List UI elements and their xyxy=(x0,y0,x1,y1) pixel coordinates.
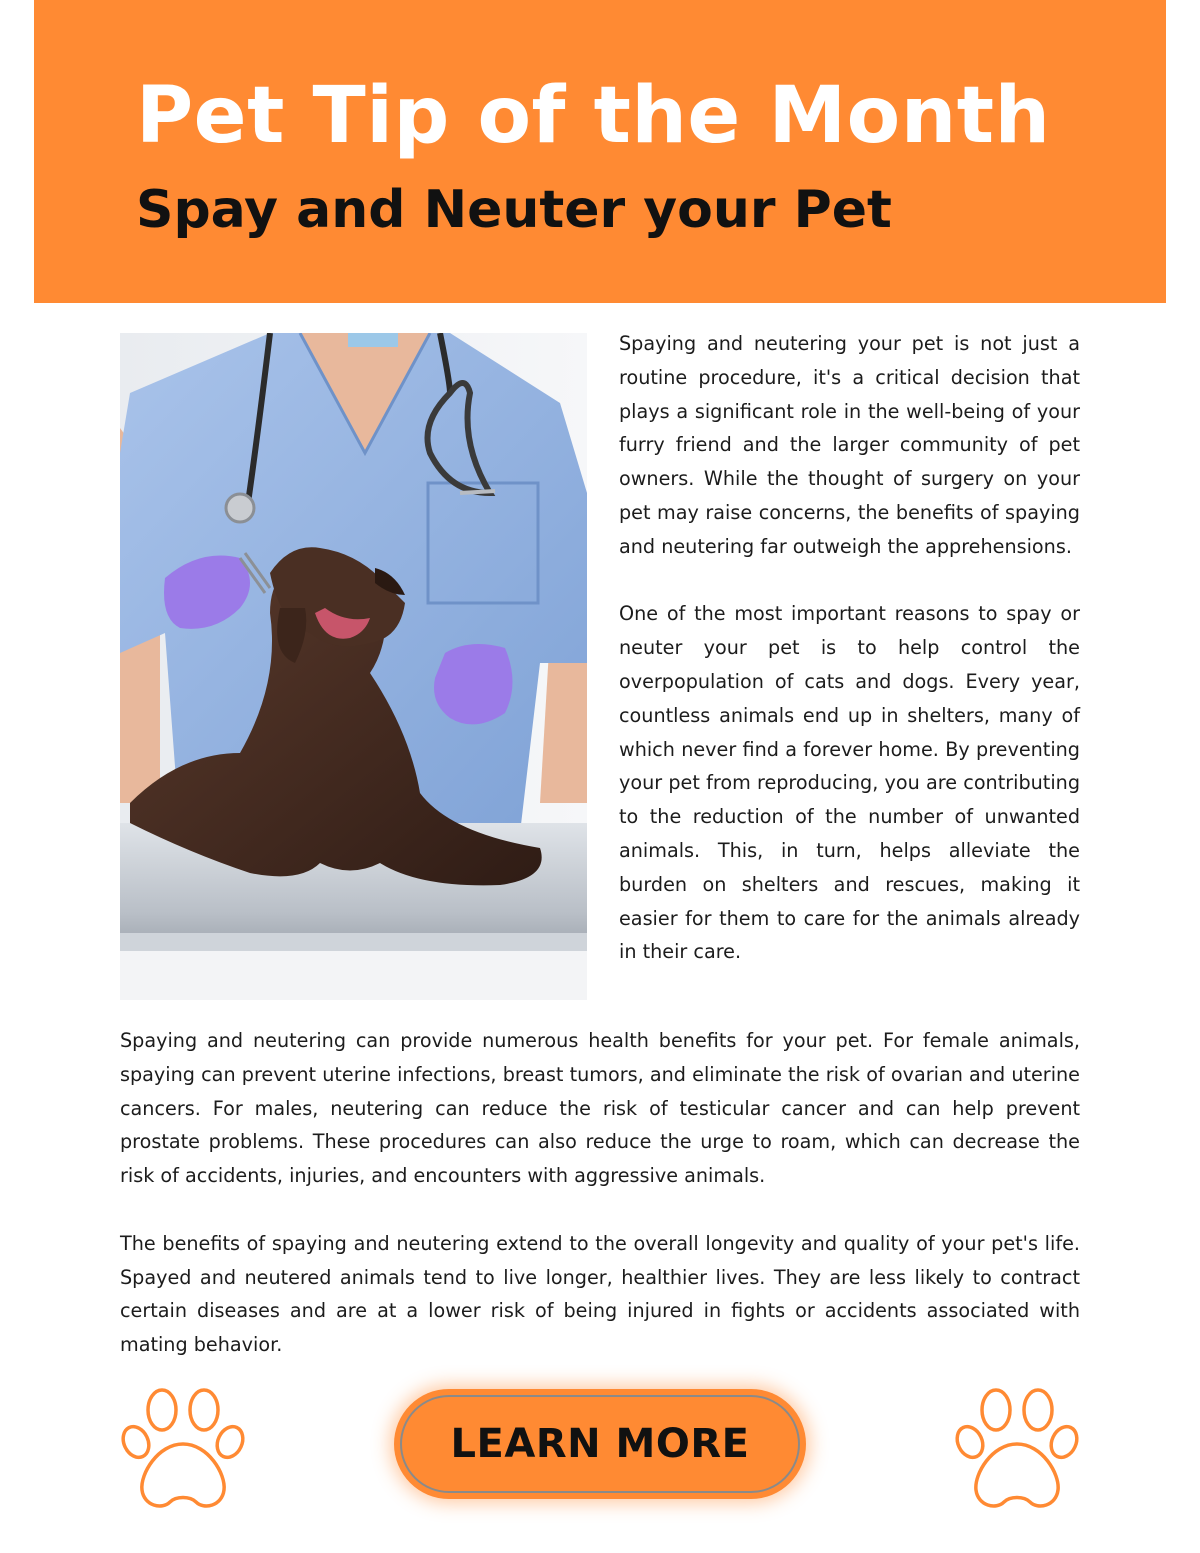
learn-more-button-border xyxy=(400,1395,800,1493)
vet-with-puppy-photo xyxy=(120,333,587,1000)
paw-print-icon xyxy=(952,1386,1082,1516)
paragraph-overpopulation: One of the most important reasons to spay or neuter your pet is to help control the overpopulation of cats and dogs. Every year, countless animals end up in shelters, many of which never find a forever home. By preventing your pet from reproducing, you are contributing to the reduction of the number of unwanted animals. This, in turn, helps alleviate the burden on shelters and rescues, making it easier for them to care for the animals already in their care. xyxy=(619,602,1080,964)
paragraph-longevity: The benefits of spaying and neutering extend to the overall longevity and quality of your pet's life. Spayed and neutered animals tend to live longer, healthier lives. They are less likely to contract certain diseases and are at a lower risk of being injured in fights or accidents associated with mating behavior. xyxy=(120,1231,1080,1357)
body-text xyxy=(120,1024,1080,1396)
paragraph-health-benefits: Spaying and neutering can provide numerous health benefits for your pet. For female animals, spaying can prevent uterine infections, breast tumors, and eliminate the risk of ovarian and uterine cancers. For males, neutering can reduce the risk of testicular cancer and can help prevent prostate problems. These procedures can also reduce the urge to roam, which can decrease the risk of accidents, injuries, and encounters with aggressive animals. xyxy=(120,1029,1080,1188)
learn-more-label: LEARN MORE xyxy=(450,1421,750,1467)
header-banner xyxy=(34,0,1166,303)
page-title: Pet Tip of the Month xyxy=(136,71,1051,161)
paw-print-icon xyxy=(118,1386,248,1516)
page-subtitle: Spay and Neuter your Pet xyxy=(136,180,892,240)
paragraph-intro: Spaying and neutering your pet is not just a routine procedure, it's a critical decision that plays a significant role in the well-being of your furry friend and the larger community of pet owners. While the thought of surgery on your pet may raise concerns, the benefits of spaying and neutering far outweigh the apprehensions. xyxy=(619,332,1080,558)
intro-text-column xyxy=(619,327,1080,1003)
learn-more-button[interactable] xyxy=(394,1389,806,1499)
